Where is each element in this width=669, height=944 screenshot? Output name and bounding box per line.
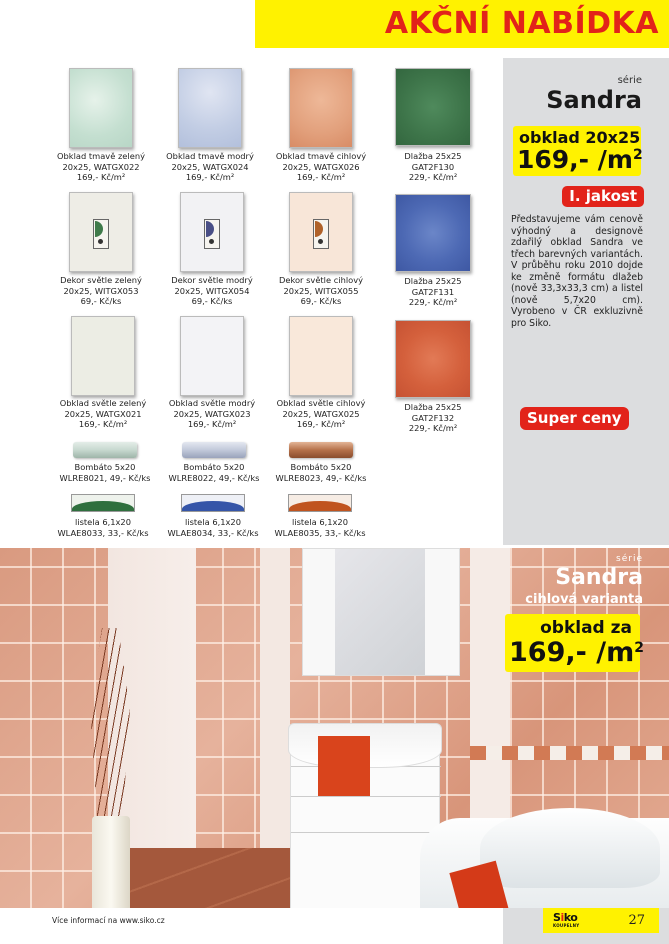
header-banner bbox=[255, 0, 669, 48]
footer-info-link[interactable]: Více informací na www.siko.cz bbox=[52, 916, 165, 925]
decor-motif-icon bbox=[204, 219, 220, 249]
tile-image bbox=[71, 316, 135, 396]
photo-price-value: 169,- $/m^2$ bbox=[509, 637, 644, 668]
tile-image bbox=[395, 194, 471, 272]
product-caption: Dlažba 25x25 GAT2F130 229,- Kč/m² bbox=[404, 151, 462, 182]
photo-vase bbox=[92, 816, 130, 908]
decor-motif-icon bbox=[93, 219, 109, 249]
bathroom-photo bbox=[0, 548, 669, 908]
tile-image bbox=[289, 68, 353, 148]
photo-mirror-glass bbox=[335, 549, 425, 675]
bombato-trim-image bbox=[182, 442, 246, 458]
photo-serie-label: série bbox=[616, 554, 643, 564]
serie-label: série bbox=[617, 75, 642, 86]
decor-tile-image bbox=[289, 192, 353, 272]
page-number: 27 bbox=[628, 913, 645, 928]
photo-variant-label: cihlová varianta bbox=[525, 592, 643, 607]
product-caption: Obklad světle cihlový 20x25, WATGX025 169,- Kč/m² bbox=[276, 398, 366, 429]
photo-price-tag bbox=[505, 614, 644, 672]
product-caption: Obklad tmavě modrý 20x25, WATGX024 169,- Kč/m² bbox=[166, 151, 254, 182]
listela-trim-image bbox=[288, 494, 352, 512]
listela-trim-image bbox=[71, 494, 135, 512]
bombato-trim-image bbox=[289, 442, 353, 458]
quality-badge: I. jakost bbox=[562, 186, 644, 207]
page-title: AKČNÍ NABÍDKA bbox=[384, 6, 659, 41]
super-price-badge: Super ceny bbox=[520, 407, 629, 430]
photo-wall-panel bbox=[260, 548, 290, 878]
photo-serie-name: Sandra bbox=[555, 565, 643, 590]
tile-image bbox=[180, 316, 244, 396]
trim-caption: Bombáto 5x20 WLRE8021, 49,- Kč/ks bbox=[59, 462, 151, 483]
decor-tile-image bbox=[180, 192, 244, 272]
decor-tile-image bbox=[69, 192, 133, 272]
serie-name: Sandra bbox=[546, 86, 642, 114]
tile-image bbox=[395, 320, 471, 398]
series-info-panel bbox=[503, 58, 669, 545]
listela-trim-image bbox=[181, 494, 245, 512]
product-caption: Dekor světle modrý 20x25, WITGX054 69,- Kč/ks bbox=[171, 275, 253, 306]
bombato-trim-image bbox=[73, 442, 137, 458]
trim-caption: listela 6,1x20 WLAE8035, 33,- Kč/ks bbox=[274, 517, 366, 538]
photo-bathtub-basin bbox=[480, 808, 660, 888]
product-caption: Obklad světle modrý 20x25, WATGX023 169,- Kč/m² bbox=[168, 398, 256, 429]
trim-caption: listela 6,1x20 WLAE8034, 33,- Kč/ks bbox=[167, 517, 259, 538]
trim-caption: Bombáto 5x20 WLRE8022, 49,- Kč/ks bbox=[168, 462, 260, 483]
photo-mirror-cabinet bbox=[302, 548, 460, 676]
trim-caption: listela 6,1x20 WLAE8033, 33,- Kč/ks bbox=[57, 517, 149, 538]
photo-price-label: obklad za bbox=[540, 618, 632, 638]
product-caption: Obklad tmavě cihlový 20x25, WATGX026 169,- Kč/m² bbox=[275, 151, 367, 182]
price-tag bbox=[513, 126, 641, 176]
product-caption: Dekor světle zelený 20x25, WITGX053 69,- Kč/ks bbox=[60, 275, 142, 306]
trim-caption: Bombáto 5x20 WLRE8023, 49,- Kč/ks bbox=[275, 462, 367, 483]
product-caption: Obklad tmavě zelený 20x25, WATGX022 169,- Kč/m² bbox=[56, 151, 145, 182]
price-value: 169,- $/m^2$ bbox=[517, 145, 643, 174]
tile-image bbox=[289, 316, 353, 396]
series-description: Představujeme vám cenově výhodný a designově zdařilý obklad Sandra ve třech barevných variantách. V průběhu roku 2010 dojde ke změně formátu dlažeb (nově 33,3x33,3 cm) a listel (nově 5,7x20 cm). Vyrobeno v ČR exkluzivně pro Siko. bbox=[511, 214, 643, 329]
product-caption: Dlažba 25x25 GAT2F131 229,- Kč/m² bbox=[404, 276, 462, 307]
price-label: obklad 20x25 bbox=[519, 128, 641, 147]
product-caption: Dlažba 25x25 GAT2F132 229,- Kč/m² bbox=[404, 402, 462, 433]
product-caption: Obklad světle zelený 20x25, WATGX021 169,- Kč/m² bbox=[59, 398, 147, 429]
tile-image bbox=[69, 68, 133, 148]
tile-image bbox=[178, 68, 242, 148]
footer-logo-box bbox=[543, 908, 659, 933]
decor-motif-icon bbox=[313, 219, 329, 249]
photo-decor-border bbox=[470, 746, 669, 760]
tile-image bbox=[395, 68, 471, 146]
product-caption: Dekor světle cihlový 20x25, WITGX055 69,- Kč/ks bbox=[278, 275, 364, 306]
photo-towel bbox=[318, 736, 370, 796]
siko-logo: Siko KOUPELNY bbox=[553, 911, 580, 928]
